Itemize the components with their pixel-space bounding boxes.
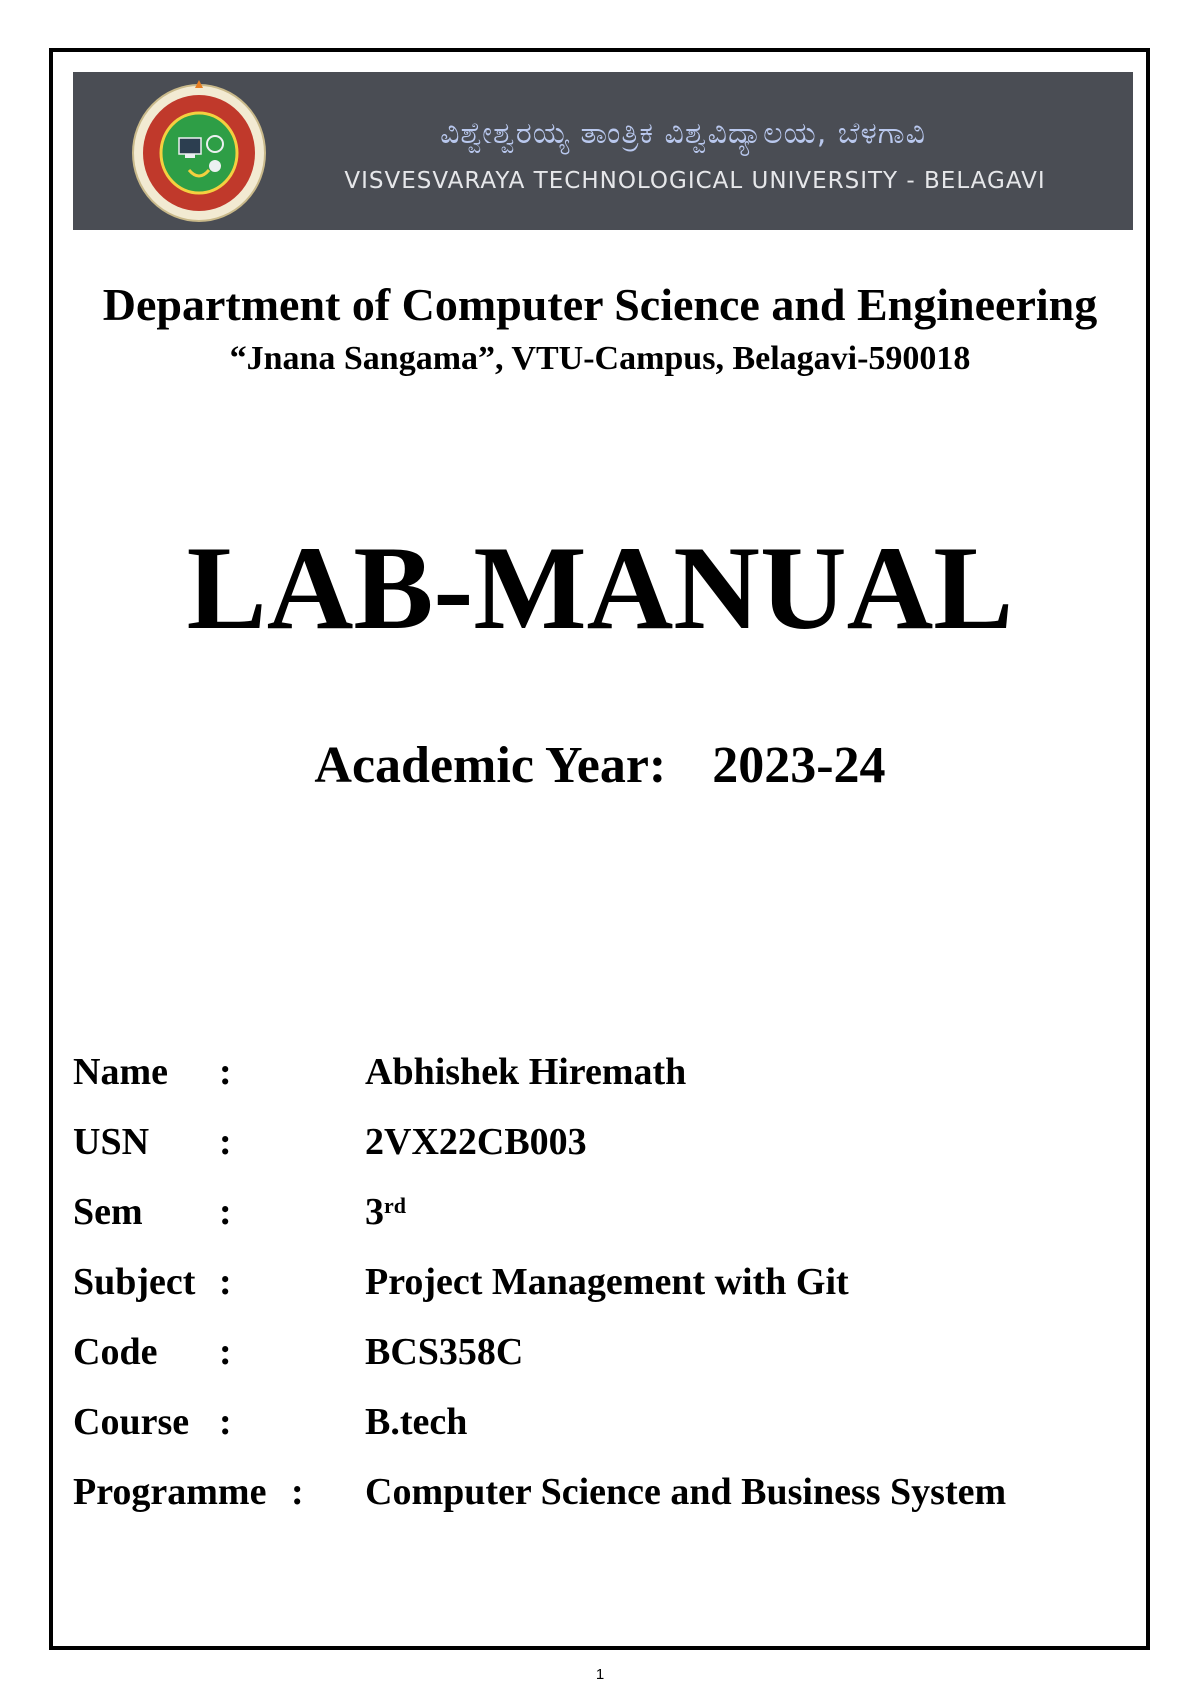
- detail-label: Sem: [73, 1191, 143, 1233]
- detail-value: Project Management with Git: [365, 1261, 849, 1303]
- detail-separator: :: [219, 1331, 232, 1373]
- detail-label: Name: [73, 1051, 168, 1093]
- detail-row-course: [73, 1398, 1133, 1468]
- detail-row-subject: [73, 1258, 1133, 1328]
- detail-value: Abhishek Hiremath: [365, 1051, 687, 1093]
- detail-label: Programme: [73, 1471, 267, 1513]
- detail-separator: :: [219, 1191, 232, 1233]
- campus-address: “Jnana Sangama”, VTU-Campus, Belagavi-590018: [229, 340, 971, 377]
- detail-label: Code: [73, 1331, 158, 1373]
- detail-separator: :: [291, 1471, 304, 1513]
- university-name-kannada: ವಿಶ್ವೇಶ್ವರಯ್ಯ ತಾಂತ್ರಿಕ ವಿಶ್ವವಿದ್ಯಾಲಯ, ಬೆಳಗಾವಿ: [440, 116, 926, 151]
- detail-value: [365, 1188, 406, 1236]
- page-number: 1: [595, 1666, 605, 1683]
- detail-value: 2VX22CB003: [365, 1121, 587, 1163]
- detail-value: BCS358C: [365, 1331, 524, 1373]
- department-title: Department of Computer Science and Engineering: [102, 279, 1098, 330]
- detail-value: B.tech: [365, 1401, 468, 1443]
- university-name-english: VISVESVARAYA TECHNOLOGICAL UNIVERSITY - BELAGAVI: [344, 168, 1046, 194]
- student-details: [73, 1048, 1133, 1538]
- detail-label: Course: [73, 1401, 190, 1443]
- lab-manual-title: LAB-MANUAL: [186, 521, 1014, 654]
- academic-year-value: 2023-24: [712, 737, 886, 794]
- detail-separator: :: [219, 1261, 232, 1303]
- detail-label: USN: [73, 1121, 150, 1163]
- academic-year: [60, 736, 1140, 795]
- detail-separator: :: [219, 1121, 232, 1163]
- detail-separator: :: [219, 1401, 232, 1443]
- detail-separator: :: [219, 1051, 232, 1093]
- detail-row-programme: [73, 1468, 1133, 1538]
- detail-label: Subject: [73, 1261, 196, 1303]
- detail-row-code: [73, 1328, 1133, 1398]
- detail-row-name: [73, 1048, 1133, 1118]
- academic-year-label: Academic Year:: [314, 737, 667, 794]
- semester-number: 3: [365, 1191, 384, 1233]
- detail-row-usn: [73, 1118, 1133, 1188]
- university-seal-icon: [129, 78, 269, 224]
- detail-value: Computer Science and Business System: [365, 1471, 1007, 1513]
- university-banner: [73, 72, 1133, 230]
- detail-row-sem: [73, 1188, 1133, 1258]
- semester-suffix: rd: [384, 1193, 406, 1218]
